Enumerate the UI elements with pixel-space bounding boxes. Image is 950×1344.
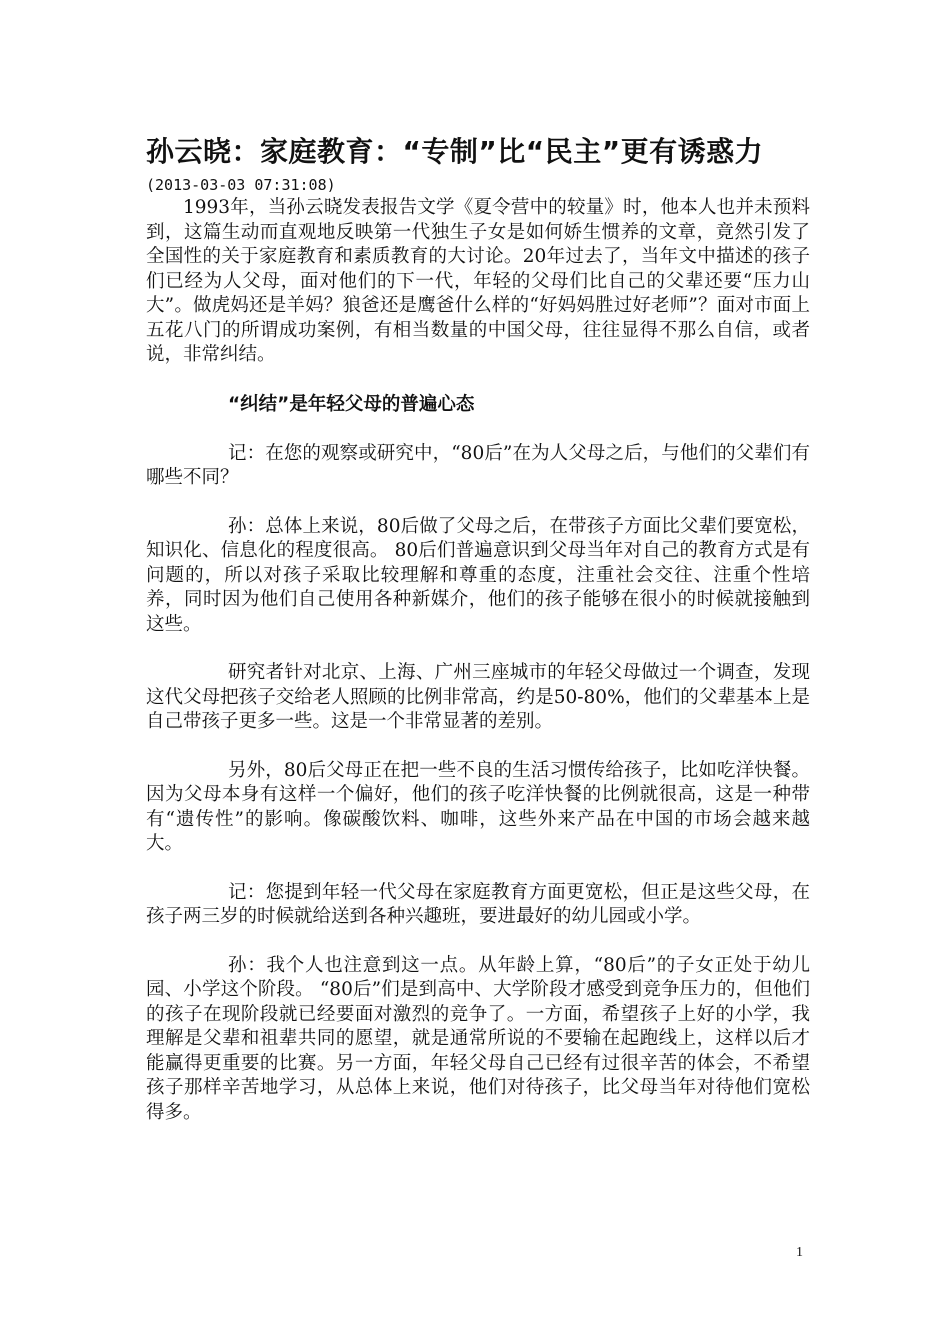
article-title: 孙云晓：家庭教育：“专制”比“民主”更有诱惑力 [146, 135, 764, 168]
research-paragraph: 研究者针对北京、上海、广州三座城市的年轻父母做过一个调查，发现这代父母把孩子交给老人照顾的比例非常高，约是50-80%，他们的父辈基本上是自己带孩子更多一些。这是一个非常显著的差别。 [146, 662, 810, 732]
publish-timestamp: (2013-03-03 07:31:08) [146, 176, 336, 194]
interview-answer-1: 孙：总体上来说，80后做了父母之后，在带孩子方面比父辈们要宽松，知识化、信息化的程度很高。 80后们普遍意识到父母当年对自己的教育方式是有问题的，所以对孩子采取比较理解和尊重的态度，注重社会交往、注重个性培养，同时因为他们自己使用各种新媒介，他们的孩子能够在很小的时候就接触到这些。 [146, 515, 810, 635]
section-heading: “纠结”是年轻父母的普遍心态 [228, 393, 475, 415]
interview-question-1: 记：在您的观察或研究中，“80后”在为人父母之后，与他们的父辈们有哪些不同？ [146, 442, 810, 488]
article-body [146, 132, 810, 1125]
interview-question-2: 记：您提到年轻一代父母在家庭教育方面更宽松，但正是这些父母，在孩子两三岁的时候就给送到各种兴趣班，要进最好的幼儿园或小学。 [146, 881, 810, 927]
intro-paragraph: 1993年，当孙云晓发表报告文学《夏令营中的较量》时，他本人也并未预料到，这篇生动而直观地反映第一代独生子女是如何娇生惯养的文章，竟然引发了全国性的关于家庭教育和素质教育的大讨论。20年过去了，当年文中描述的孩子们已经为人父母，面对他们的下一代，年轻的父母们比自己的父辈还要“压力山大”。做虎妈还是羊妈？狼爸还是鹰爸什么样的“好妈妈胜过好老师”？面对市面上五花八门的所谓成功案例，有相当数量的中国父母，往往显得不那么自信，或者说，非常纠结。 [146, 197, 810, 365]
habits-paragraph: 另外，80后父母正在把一些不良的生活习惯传给孩子，比如吃洋快餐。因为父母本身有这样一个偏好，他们的孩子吃洋快餐的比例就很高，这是一种带有“遗传性”的影响。像碳酸饮料、咖啡，这些外来产品在中国的市场会越来越大。 [146, 759, 810, 854]
page-number: 1 [796, 1245, 803, 1260]
interview-answer-2: 孙：我个人也注意到这一点。从年龄上算，“80后”的子女正处于幼儿园、小学这个阶段。 “80后”们是到高中、大学阶段才感受到竞争压力的，但他们的孩子在现阶段就已经要面对激烈的竞争了。一方面，希望孩子上好的小学，我理解是父辈和祖辈共同的愿望，就是通常所说的不要输在起跑线上，这样以后才能赢得更重要的比赛。另一方面，年轻父母自己已经有过很辛苦的体会，不希望孩子那样辛苦地学习，从总体上来说，他们对待孩子，比父母当年对待他们宽松得多。 [146, 954, 810, 1123]
